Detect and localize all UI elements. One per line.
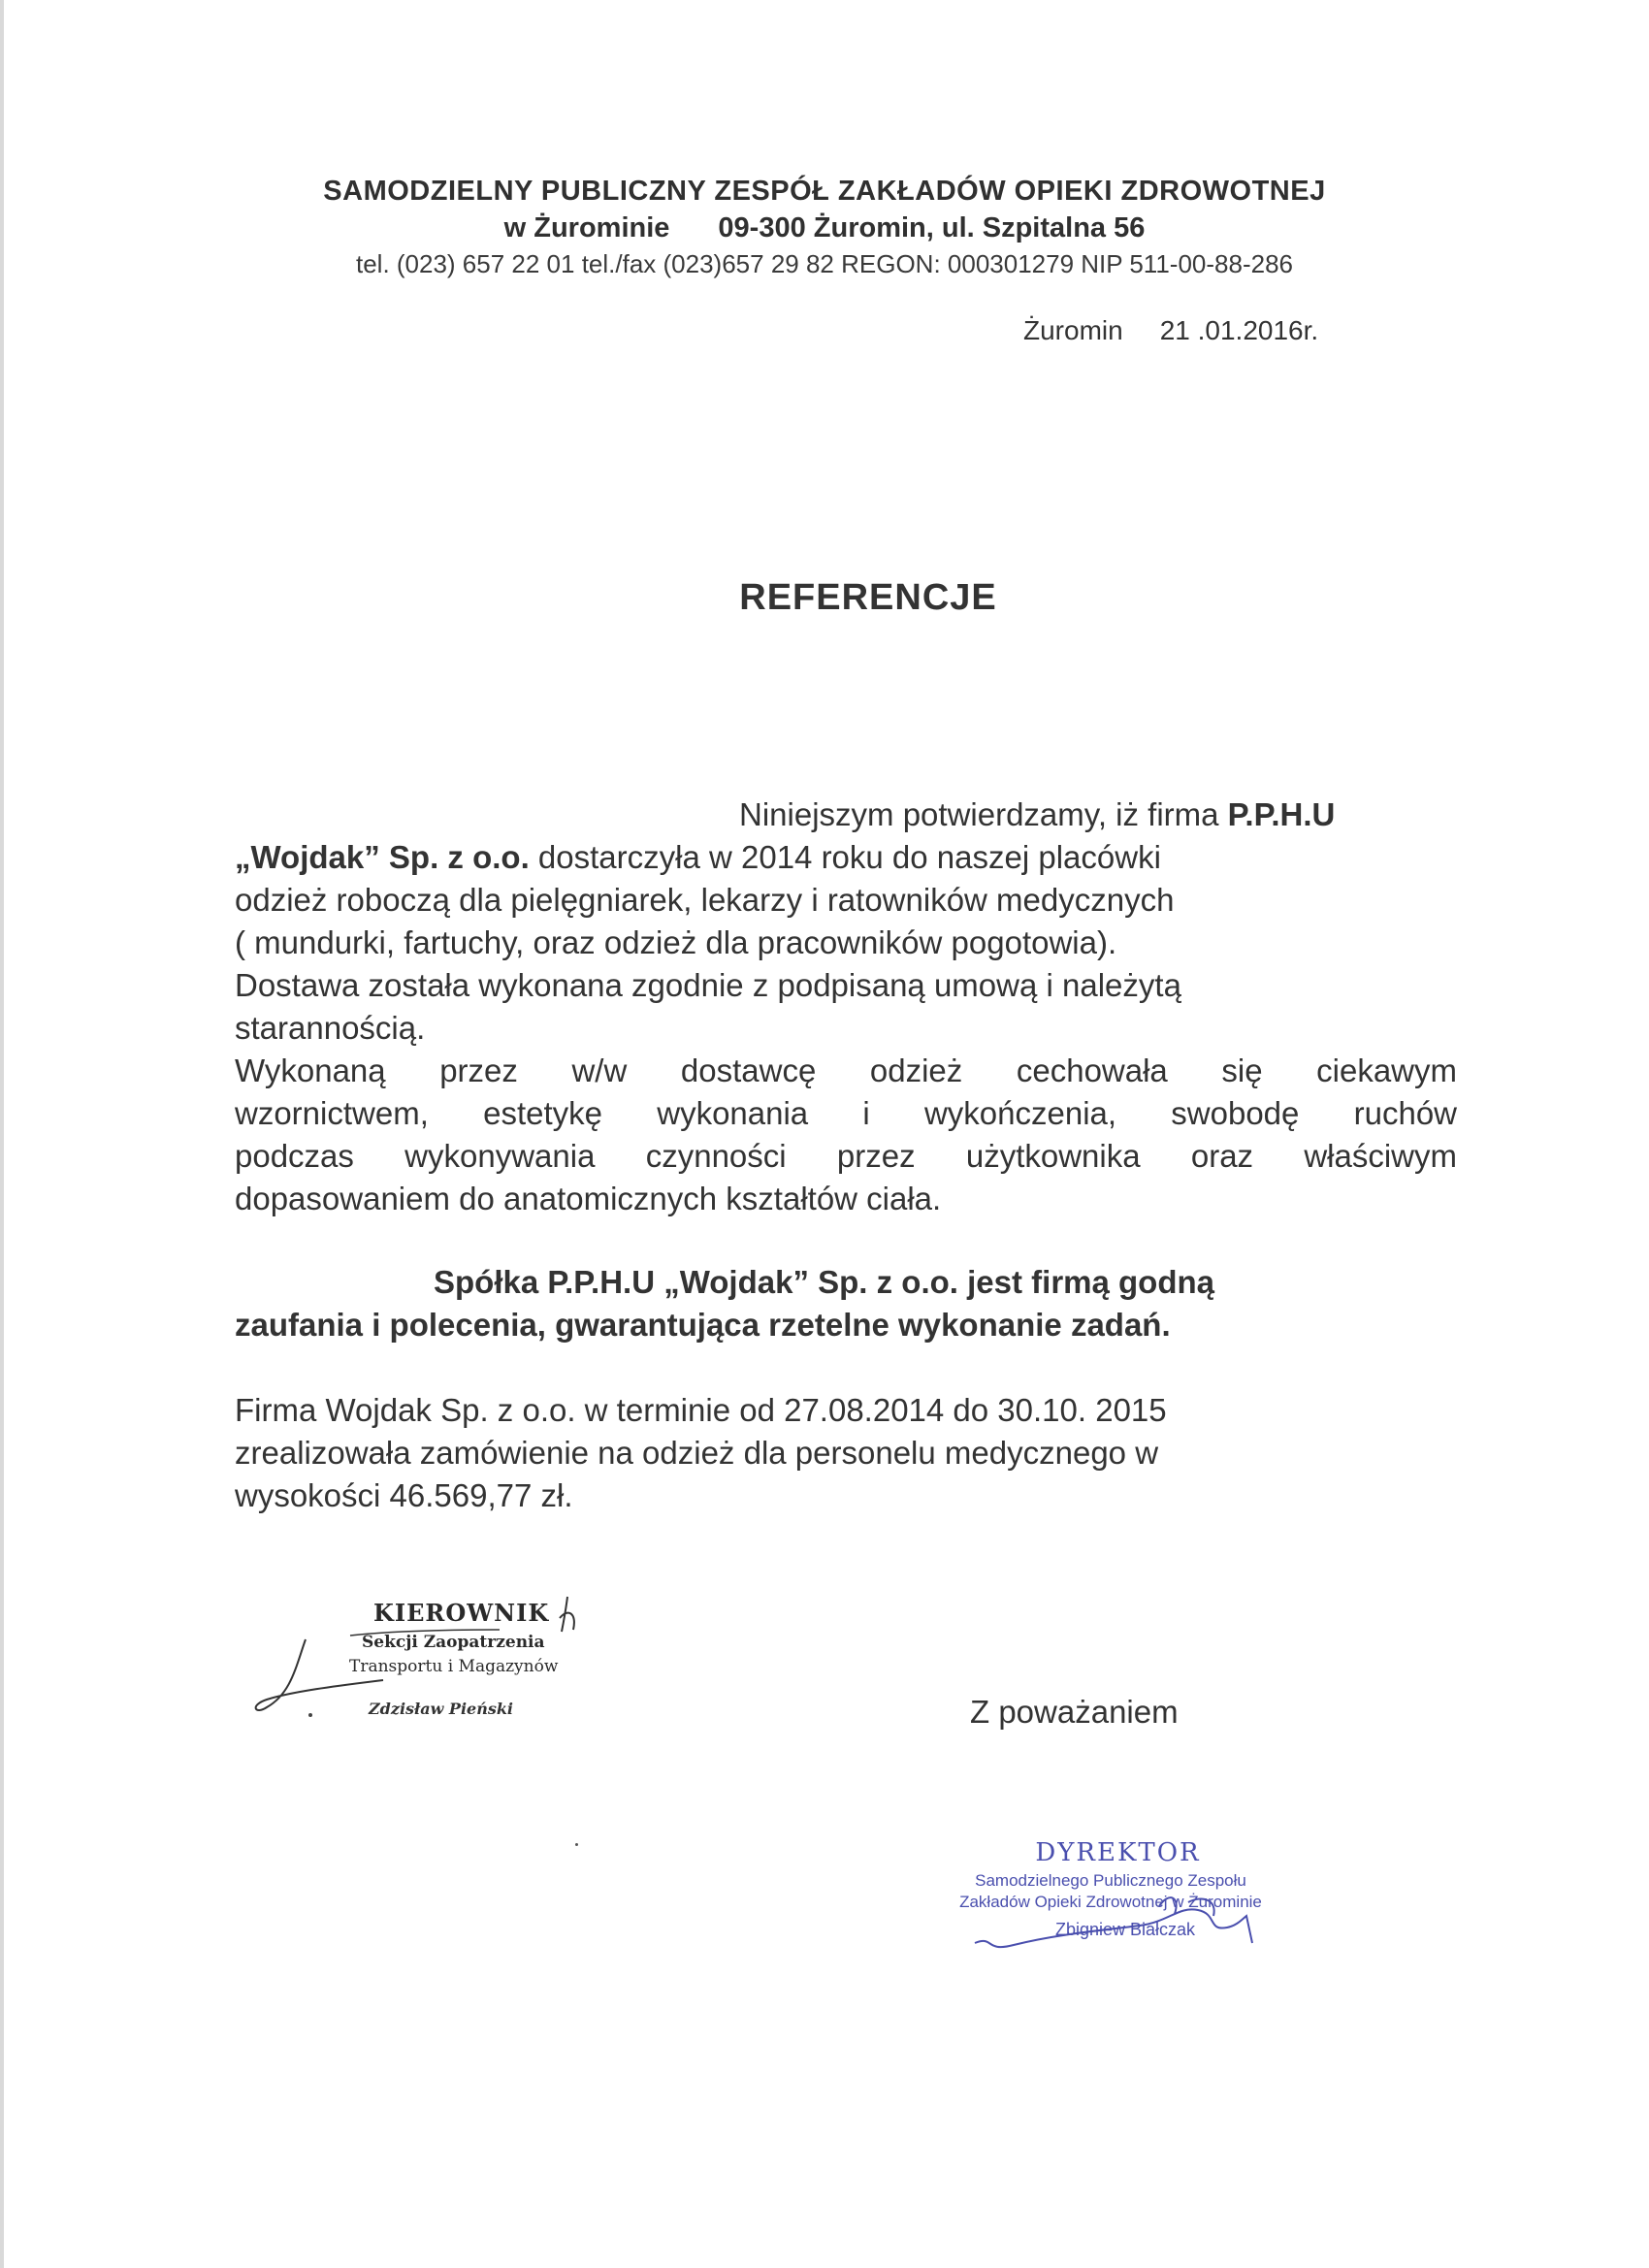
- paragraph-line: wysokości 46.569,77 zł.: [235, 1477, 573, 1513]
- letter-date: [1023, 315, 1318, 346]
- paragraph-line: Spółka P.P.H.U „Wojdak” Sp. z o.o. jest firmą godną: [434, 1264, 1215, 1300]
- text-run: dostarczyła w 2014 roku do naszej placówki: [529, 839, 1161, 875]
- paragraph-reference: [235, 794, 1457, 1220]
- letterhead: [175, 173, 1474, 281]
- page-edge: [0, 0, 4, 2268]
- organization-contact: tel. (023) 657 22 01 tel./fax (023)657 29 82 REGON: 000301279 NIP 511-00-88-286: [355, 249, 1293, 278]
- date-value: 21 .01.2016r.: [1159, 315, 1319, 345]
- company-name-bold: P.P.H.U: [1227, 796, 1336, 832]
- organization-street: 09-300 Żuromin, ul. Szpitalna 56: [718, 212, 1146, 243]
- paragraph-line: [235, 836, 1457, 879]
- manager-section-2: Transportu i Magazynów: [349, 1657, 559, 1676]
- company-name-bold: „Wojdak” Sp. z o.o.: [235, 839, 530, 875]
- organization-address: [175, 210, 1474, 246]
- paragraph-line: Wykonaną przez w/w dostawcę odzież cechowała się ciekawym: [235, 1053, 1457, 1088]
- paragraph-line: ( mundurki, fartuchy, oraz odzież dla pracowników pogotowia).: [235, 924, 1117, 960]
- director-title: DYREKTOR: [1035, 1838, 1201, 1867]
- paragraph-line: Dostawa została wykonana zgodnie z podpisaną umową i należytą: [235, 967, 1181, 1003]
- speck: [575, 1843, 578, 1846]
- paragraph-line: zaufania i polecenia, gwarantująca rzetelne wykonanie zadań.: [235, 1307, 1171, 1343]
- paragraph-line: wzornictwem, estetykę wykonania i wykończenia, swobodę ruchów: [235, 1095, 1457, 1131]
- director-name: Zbigniew Białczak: [1054, 1920, 1196, 1939]
- date-place: Żuromin: [1023, 315, 1123, 345]
- paragraph-line: starannością.: [235, 1010, 426, 1046]
- text-run: Niniejszym potwierdzamy, iż firma: [739, 796, 1228, 832]
- paragraph-line: [235, 794, 1457, 836]
- paragraph-line: dopasowaniem do anatomicznych kształtów ciała.: [235, 1181, 942, 1216]
- director-signature-icon: [926, 1838, 1295, 1974]
- paragraph-recommendation: [235, 1261, 1457, 1346]
- paragraph-line: zrealizowała zamówienie na odzież dla personelu medycznego w: [235, 1435, 1159, 1471]
- paragraph-order: [235, 1389, 1457, 1517]
- manager-title: KIEROWNIK: [373, 1599, 550, 1627]
- director-org-line-1: Samodzielnego Publicznego Zespołu: [975, 1871, 1246, 1890]
- paragraph-line: Firma Wojdak Sp. z o.o. w terminie od 27.08.2014 do 30.10. 2015: [235, 1392, 1167, 1428]
- organization-city: w Żurominie: [503, 212, 670, 243]
- manager-name: Zdzisław Pieński: [369, 1700, 513, 1718]
- organization-name: SAMODZIELNY PUBLICZNY ZESPÓŁ ZAKŁADÓW OPIEKI ZDROWOTNEJ: [323, 176, 1326, 207]
- paragraph-line: odzież roboczą dla pielęgniarek, lekarzy i ratowników medycznych: [235, 882, 1175, 918]
- closing-phrase: Z poważaniem: [970, 1694, 1179, 1730]
- paragraph-line: podczas wykonywania czynności przez użytkownika oraz właściwym: [235, 1138, 1457, 1174]
- director-stamp: [926, 1838, 1295, 1974]
- manager-stamp: [247, 1579, 597, 1734]
- director-org-line-2: Zakładów Opieki Zdrowotnej w Żurominie: [959, 1893, 1262, 1911]
- manager-section: Sekcji Zaopatrzenia: [362, 1633, 545, 1652]
- document-title: REFERENCJE: [739, 577, 997, 618]
